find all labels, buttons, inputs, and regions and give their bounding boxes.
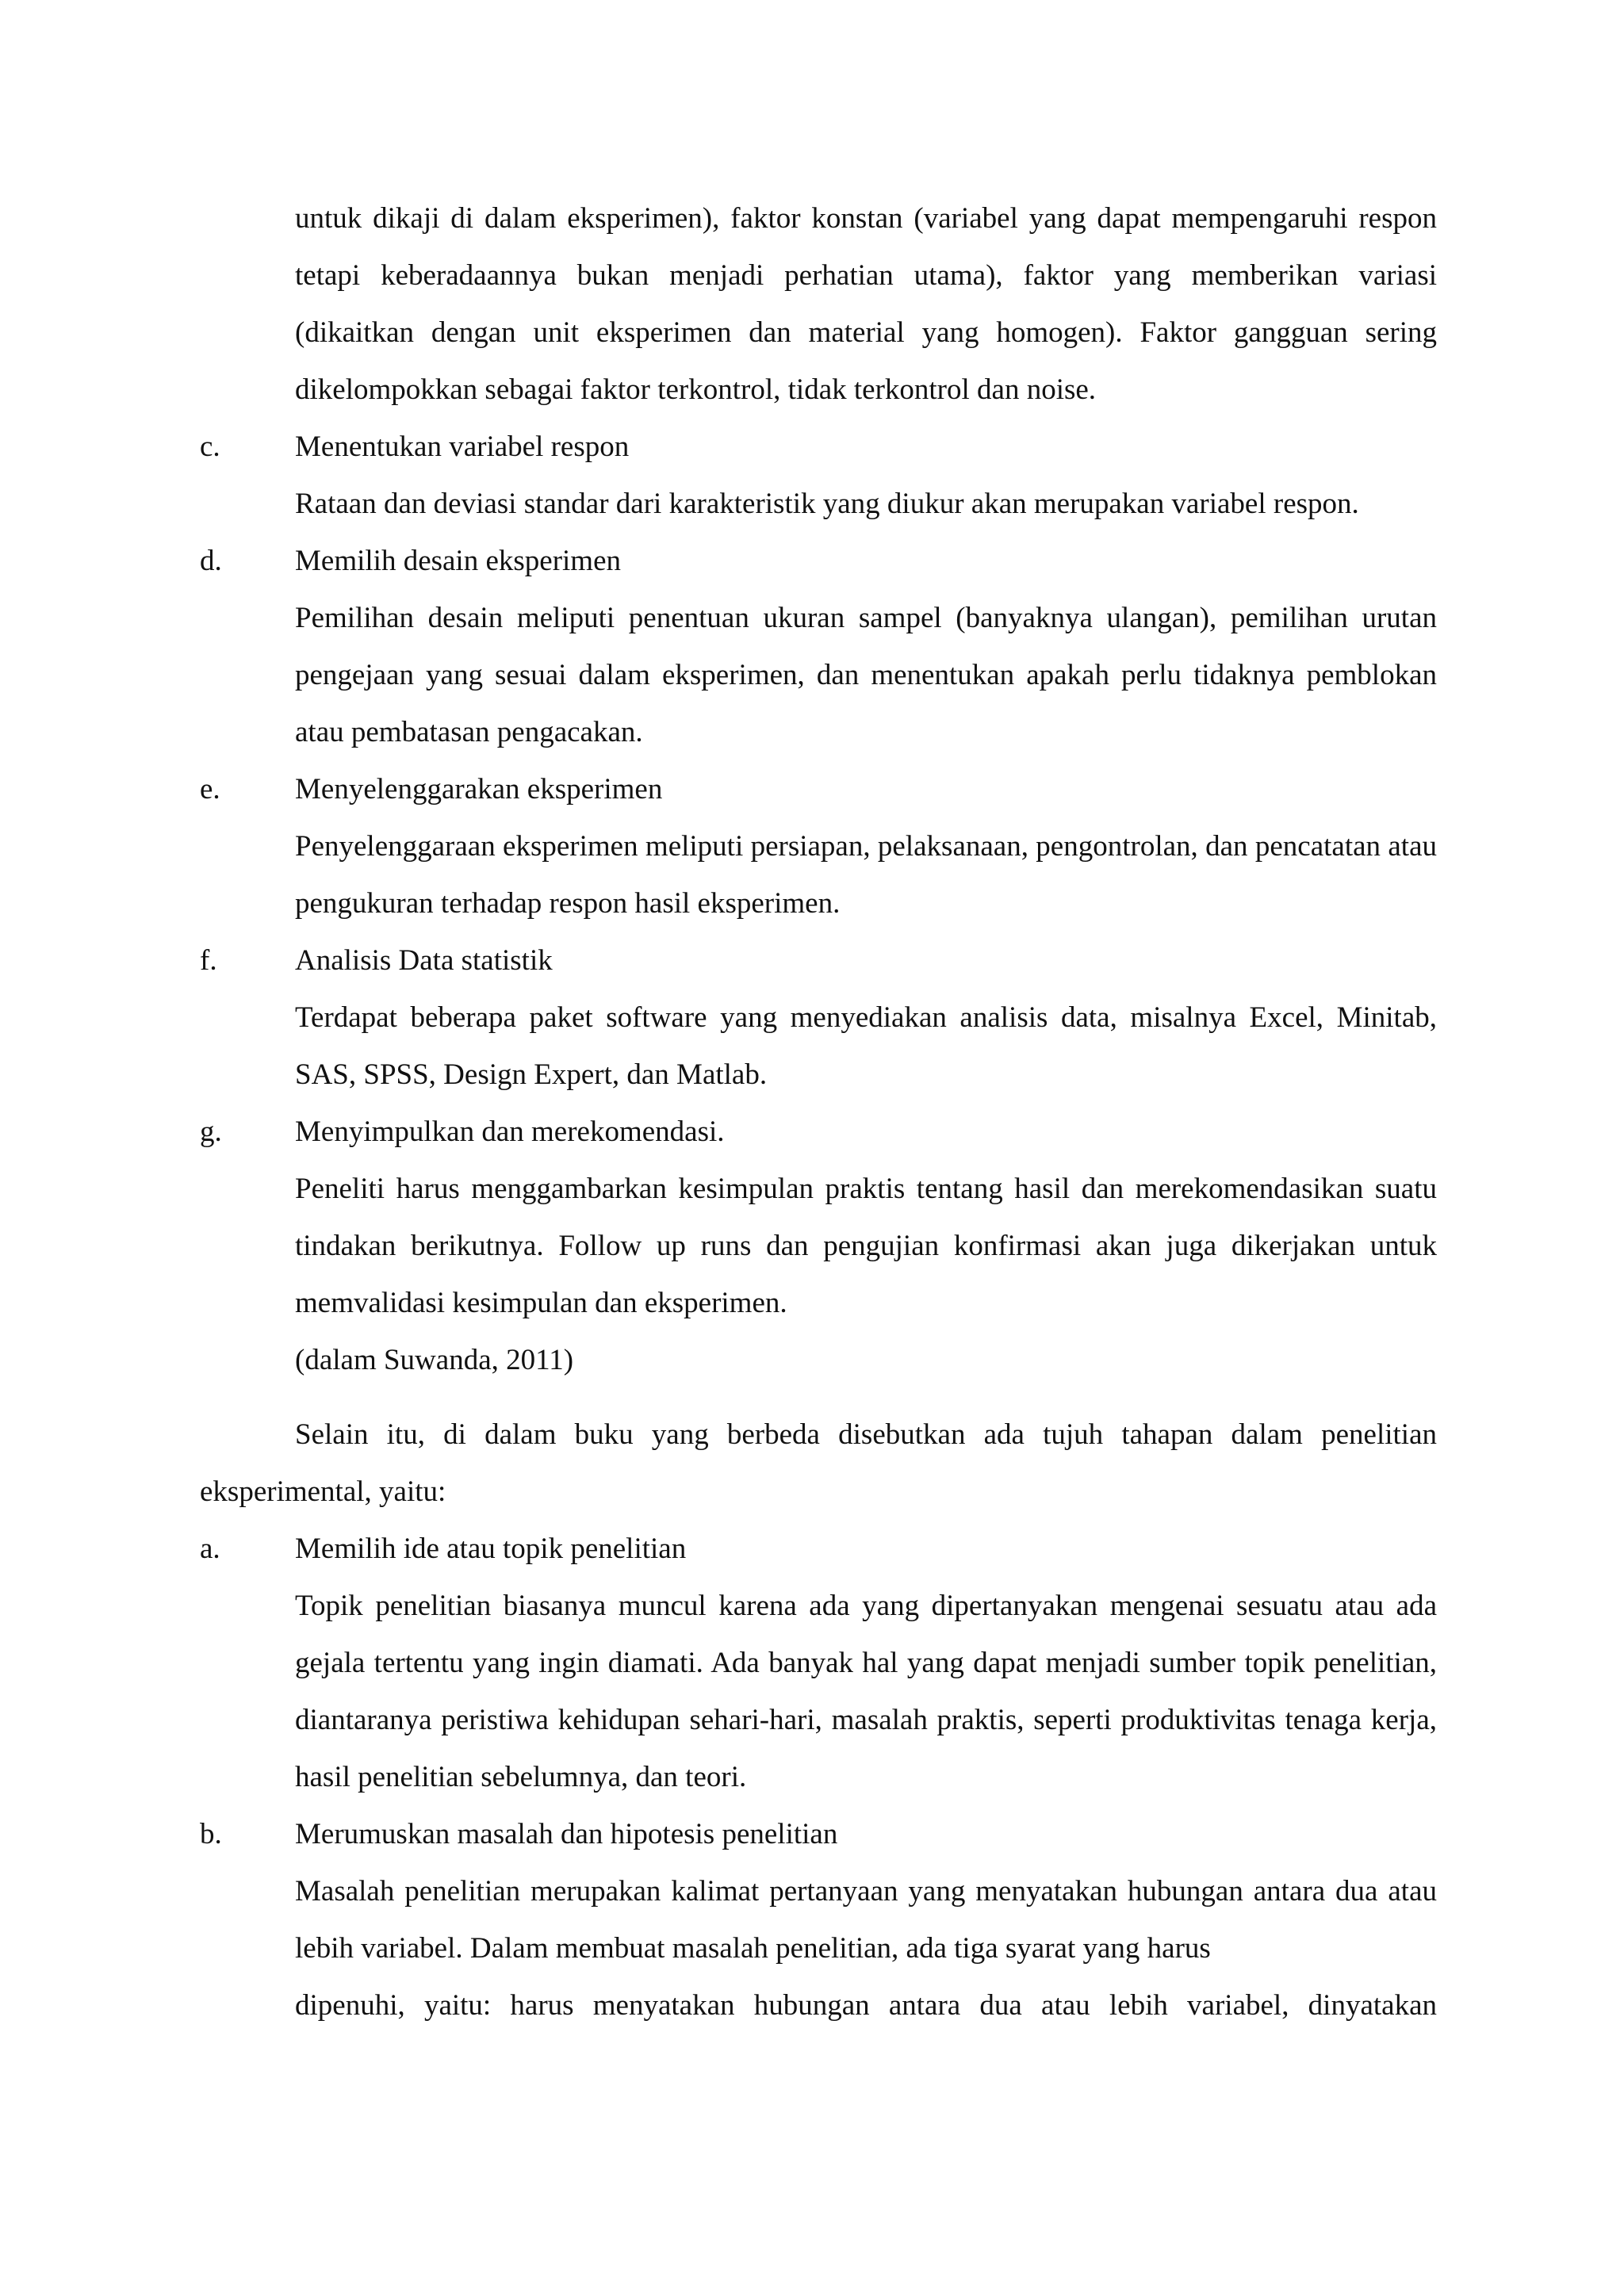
list-body-text: Masalah penelitian merupakan kalimat pertanyaan yang menyatakan hubungan antara dua atau lebih variabel. Dalam membuat masalah penelitian, ada tiga syarat yang harus [295, 1875, 1437, 1965]
list-marker: a. [200, 1533, 220, 1565]
list-heading: Memilih ide atau topik penelitian [295, 1533, 687, 1565]
step-list-first [200, 419, 1437, 1389]
list-item-f [200, 932, 1437, 989]
list-marker: d. [200, 545, 222, 577]
citation: (dalam Suwanda, 2011) [295, 1344, 574, 1376]
page-content [200, 190, 1437, 2034]
list-body-last-line: dipenuhi, yaitu: harus menyatakan hubungan antara dua atau lebih variabel, dinyatakan [295, 1989, 1437, 2022]
list-marker: b. [200, 1818, 222, 1850]
list-item-d [200, 533, 1437, 590]
list-heading: Menentukan variabel respon [295, 430, 630, 463]
list-body [295, 1863, 1437, 2034]
list-body: Peneliti harus menggambarkan kesimpulan praktis tentang hasil dan merekomendasikan suatu tindakan berikutnya. Follow up runs dan pengujian konfirmasi akan juga dikerjakan untuk memvalidasi kesimpulan dan eksperimen. [295, 1173, 1437, 1319]
list-body: Rataan dan deviasi standar dari karakteristik yang diukur akan merupakan variabel respon. [295, 488, 1359, 520]
list-body: Pemilihan desain meliputi penentuan ukuran sampel (banyaknya ulangan), pemilihan urutan pengejaan yang sesuai dalam eksperimen, dan menentukan apakah perlu tidaknya pemblokan atau pembatasan pengacakan. [295, 602, 1437, 748]
list-body: Topik penelitian biasanya muncul karena ada yang dipertanyakan mengenai sesuatu atau ada gejala tertentu yang ingin diamati. Ada banyak hal yang dapat menjadi sumber topik penelitian, diantaranya peristiwa kehidupan sehari-hari, masalah praktis, seperti produktivitas tenaga kerja, hasil penelitian sebelumnya, dan teori. [295, 1590, 1437, 1793]
list-body: Terdapat beberapa paket software yang menyediakan analisis data, misalnya Excel, Minitab, SAS, SPSS, Design Expert, dan Matlab. [295, 1001, 1437, 1091]
list-heading: Memilih desain eksperimen [295, 545, 622, 577]
step-list-second [200, 1521, 1437, 2034]
list-body: Penyelenggaraan eksperimen meliputi persiapan, pelaksanaan, pengontrolan, dan pencatatan atau pengukuran terhadap respon hasil eksperimen. [295, 830, 1437, 920]
list-heading: Analisis Data statistik [295, 944, 553, 977]
list-item-c [200, 419, 1437, 476]
list-item-e [200, 761, 1437, 818]
list-marker: c. [200, 430, 220, 463]
list-marker: f. [200, 944, 217, 977]
body-paragraph: Selain itu, di dalam buku yang berbeda disebutkan ada tujuh tahapan dalam penelitian eksperimental, yaitu: [200, 1418, 1437, 1508]
list-item-b [200, 1806, 1437, 1863]
list-heading: Merumuskan masalah dan hipotesis penelitian [295, 1818, 838, 1850]
continued-paragraph: untuk dikaji di dalam eksperimen), faktor konstan (variabel yang dapat mempengaruhi respon tetapi keberadaannya bukan menjadi perhatian utama), faktor yang memberikan variasi (dikaitkan dengan unit eksperimen dan material yang homogen). Faktor gangguan sering dikelompokkan sebagai faktor terkontrol, tidak terkontrol dan noise. [295, 202, 1437, 406]
list-item-g [200, 1104, 1437, 1161]
list-marker: g. [200, 1115, 222, 1148]
list-heading: Menyelenggarakan eksperimen [295, 773, 663, 806]
list-item-a [200, 1521, 1437, 1578]
list-heading: Menyimpulkan dan merekomendasi. [295, 1115, 725, 1148]
list-marker: e. [200, 773, 220, 806]
